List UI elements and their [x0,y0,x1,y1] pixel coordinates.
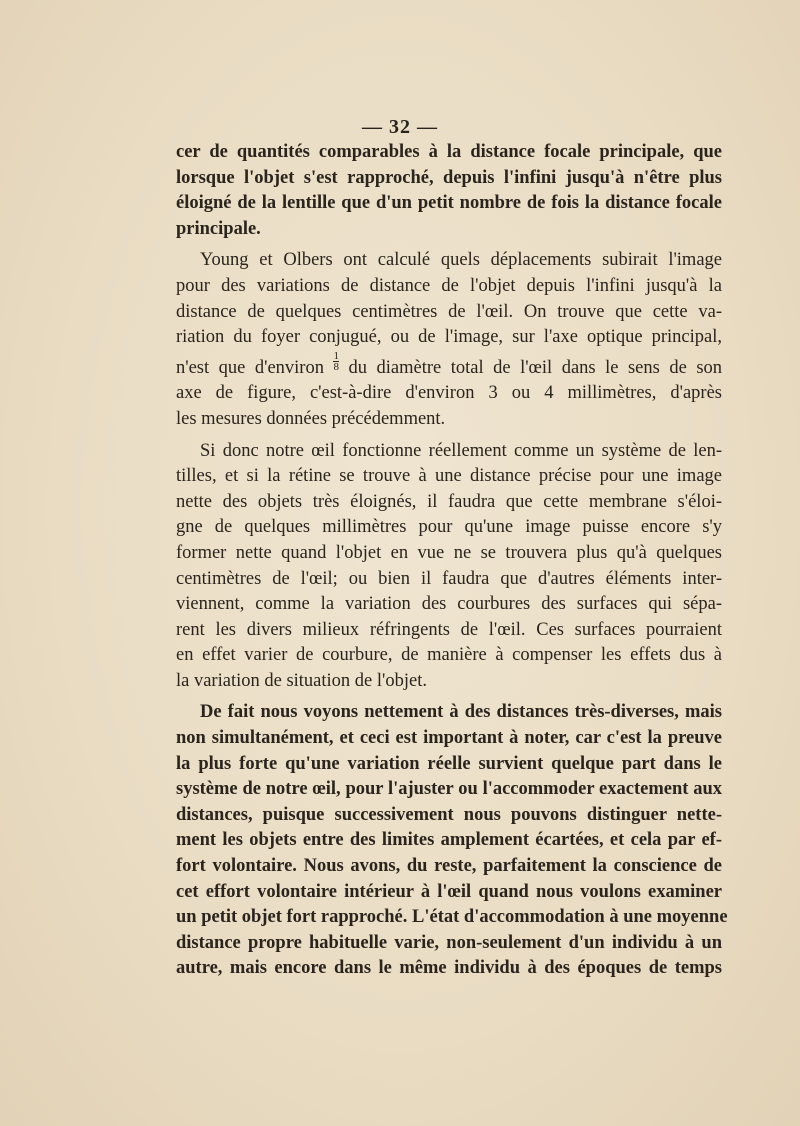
text-line: en effet varier de courbure, de manière à compenser les effets dus à [176,645,722,666]
text-line: pour des variations de distance de l'objet depuis l'infini jusqu'à la [176,275,722,296]
text-line: Si donc notre œil fonctionne réellement comme un système de len- [200,440,722,461]
text-line: distance de quelques centimètres de l'œil. On trouve que cette va- [176,301,722,322]
fraction-denominator: 8 [333,360,339,373]
text-line: De fait nous voyons nettement à des distances très-diverses, mais [200,702,722,723]
text-line: système de notre œil, pour l'ajuster ou l'accommoder exactement aux [176,779,722,800]
paragraph-2 [176,248,722,432]
text-line: tilles, et si la rétine se trouve à une distance précise pour une image [176,466,722,487]
text-line: non simultanément, et ceci est important à noter, car c'est la preuve [176,728,722,749]
text-line: ment les objets entre des limites amplement écartées, et cela par ef- [176,830,722,851]
text-line: nette des objets très éloignés, il faudra que cette membrane s'éloi- [176,491,722,512]
body-text [176,140,728,988]
text-line: former nette quand l'objet en vue ne se trouvera plus qu'à quelques [176,542,722,563]
text-line: les mesures données précédemment. [176,408,446,429]
fraction [333,351,339,372]
text-line: éloigné de la lentille que d'un petit nombre de fois la distance focale [176,193,722,214]
text-line: principale. [176,218,261,239]
text-line: gne de quelques millimètres pour qu'une image puisse encore s'y [176,517,722,538]
text-line: rent les divers milieux réfringents de l'œil. Ces surfaces pourraient [176,619,722,640]
text-line: viennent, comme la variation des courbures des surfaces qui sépa- [176,594,722,615]
text-line: cer de quantités comparables à la distance focale principale, que [176,142,722,162]
fraction-numerator: 1 [333,349,339,362]
paragraph-1 [176,140,722,242]
text-line: distance propre habituelle varie, non-seulement d'un individu à un [176,932,722,953]
text-line: fort volontaire. Nous avons, du reste, parfaitement la conscience de [176,856,722,877]
text-line: un petit objet fort rapproché. L'état d'accommodation à une moyenne [176,907,728,928]
text-line: riation du foyer conjugué, ou de l'image, sur l'axe optique principal, [176,327,722,348]
text-line: la variation de situation de l'objet. [176,670,427,691]
text-segment: n'est que d'environ [176,357,324,378]
page-number: — 32 — [362,116,438,138]
text-line: la plus forte qu'une variation réelle survient quelque part dans le [176,753,722,774]
text-line: cet effort volontaire intérieur à l'œil quand nous voulons examiner [176,881,722,902]
text-line: autre, mais encore dans le même individu à des époques de temps [176,958,722,979]
text-line-with-fraction [176,351,722,382]
text-segment: du diamètre total de l'œil dans le sens de son [348,357,723,378]
text-line: Young et Olbers ont calculé quels déplacements subirait l'image [200,250,722,271]
paragraph-4 [176,700,728,982]
text-line: lorsque l'objet s'est rapproché, depuis l'infini jusqu'à n'être plus [176,167,722,188]
text-line: axe de figure, c'est-à-dire d'environ 3 ou 4 millimètres, d'après [176,383,722,404]
text-line: distances, puisque successivement nous pouvons distinguer nette- [176,804,722,825]
text-line: centimètres de l'œil; ou bien il faudra que d'autres éléments inter- [176,568,722,589]
paragraph-3 [176,439,722,695]
